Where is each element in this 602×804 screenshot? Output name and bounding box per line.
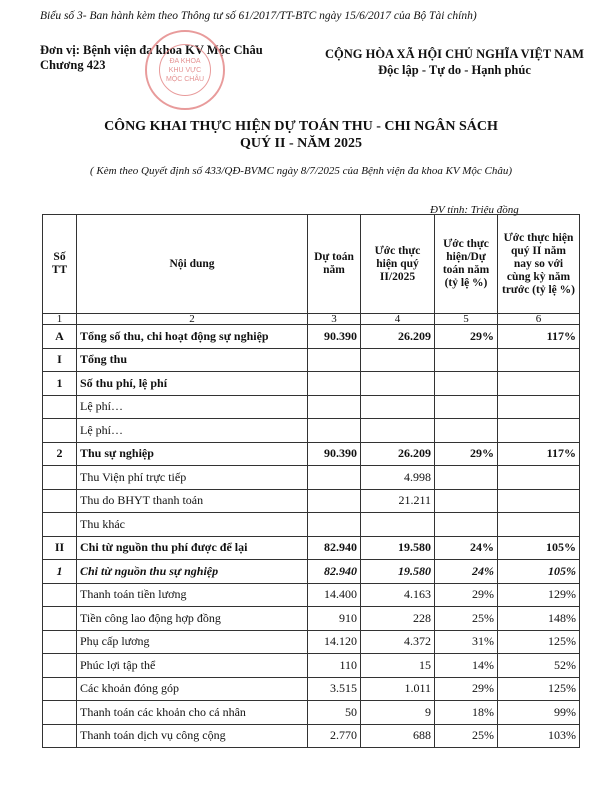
cell-actual: 15 xyxy=(361,654,435,678)
table-row xyxy=(43,395,580,419)
cell-ratio: 25% xyxy=(435,724,498,748)
cell-content: Phúc lợi tập thể xyxy=(77,654,308,678)
table-row xyxy=(43,654,580,678)
cell-yoy: 117% xyxy=(498,442,580,466)
cell-stt xyxy=(43,395,77,419)
cell-stt: 1 xyxy=(43,560,77,584)
cell-actual xyxy=(361,513,435,537)
cell-yoy xyxy=(498,489,580,513)
cell-ratio: 25% xyxy=(435,607,498,631)
cell-content: Chi từ nguồn thu phí được để lại xyxy=(77,536,308,560)
cell-actual: 26.209 xyxy=(361,325,435,349)
cell-content: Phụ cấp lương xyxy=(77,630,308,654)
cell-stt: II xyxy=(43,536,77,560)
cell-stt xyxy=(43,489,77,513)
cell-content: Lệ phí… xyxy=(77,395,308,419)
cell-yoy xyxy=(498,395,580,419)
cell-ratio: 29% xyxy=(435,442,498,466)
cell-content: Tiền công lao động hợp đồng xyxy=(77,607,308,631)
cell-plan: 50 xyxy=(308,701,361,725)
column-number: 3 xyxy=(308,314,361,325)
cell-yoy xyxy=(498,348,580,372)
cell-content: Tổng thu xyxy=(77,348,308,372)
cell-plan xyxy=(308,419,361,443)
cell-plan: 3.515 xyxy=(308,677,361,701)
cell-stt xyxy=(43,466,77,490)
table-row xyxy=(43,348,580,372)
cell-yoy: 117% xyxy=(498,325,580,349)
cell-ratio xyxy=(435,513,498,537)
cell-yoy xyxy=(498,513,580,537)
cell-content: Các khoản đóng góp xyxy=(77,677,308,701)
cell-actual xyxy=(361,372,435,396)
cell-plan xyxy=(308,489,361,513)
cell-stt xyxy=(43,513,77,537)
cell-content: Lệ phí… xyxy=(77,419,308,443)
cell-content: Thanh toán dịch vụ công cộng xyxy=(77,724,308,748)
cell-stt xyxy=(43,607,77,631)
cell-plan: 2.770 xyxy=(308,724,361,748)
cell-yoy: 105% xyxy=(498,560,580,584)
unit-of-measure: ĐV tính: Triệu đồng xyxy=(430,204,519,216)
cell-actual: 1.011 xyxy=(361,677,435,701)
cell-actual xyxy=(361,395,435,419)
cell-content: Thu Viện phí trực tiếp xyxy=(77,466,308,490)
table-row xyxy=(43,513,580,537)
cell-ratio: 18% xyxy=(435,701,498,725)
column-header: Ước thực hiện quý II năm nay so với cùng kỳ năm trước (tỷ lệ %) xyxy=(498,215,580,314)
cell-plan: 110 xyxy=(308,654,361,678)
cell-plan: 14.400 xyxy=(308,583,361,607)
title-line-2: QUÝ II - NĂM 2025 xyxy=(239,136,363,151)
cell-ratio: 29% xyxy=(435,325,498,349)
cell-actual: 19.580 xyxy=(361,536,435,560)
table-row xyxy=(43,489,580,513)
cell-actual: 688 xyxy=(361,724,435,748)
budget-table xyxy=(42,214,580,748)
cell-yoy xyxy=(498,466,580,490)
cell-content: Chi từ nguồn thu sự nghiệp xyxy=(77,560,308,584)
cell-content: Thanh toán các khoản cho cá nhân xyxy=(77,701,308,725)
table-row xyxy=(43,325,580,349)
document-title xyxy=(0,118,602,152)
cell-actual: 228 xyxy=(361,607,435,631)
cell-ratio xyxy=(435,348,498,372)
cell-ratio xyxy=(435,489,498,513)
table-row xyxy=(43,372,580,396)
column-header: Nội dung xyxy=(77,215,308,314)
cell-yoy: 52% xyxy=(498,654,580,678)
cell-stt: 2 xyxy=(43,442,77,466)
table-row xyxy=(43,583,580,607)
cell-ratio: 29% xyxy=(435,583,498,607)
cell-plan xyxy=(308,372,361,396)
cell-stt xyxy=(43,677,77,701)
official-stamp: ĐA KHOA KHU VỰC MỘC CHÂU xyxy=(145,30,225,110)
cell-plan xyxy=(308,348,361,372)
cell-content: Thu sự nghiệp xyxy=(77,442,308,466)
cell-plan xyxy=(308,395,361,419)
cell-actual: 9 xyxy=(361,701,435,725)
column-header: Dự toán năm xyxy=(308,215,361,314)
table-row xyxy=(43,442,580,466)
cell-plan: 82.940 xyxy=(308,560,361,584)
cell-ratio: 29% xyxy=(435,677,498,701)
cell-content: Thu do BHYT thanh toán xyxy=(77,489,308,513)
cell-plan: 90.390 xyxy=(308,325,361,349)
table-row xyxy=(43,560,580,584)
cell-content: Thanh toán tiền lương xyxy=(77,583,308,607)
cell-stt xyxy=(43,701,77,725)
table-row xyxy=(43,701,580,725)
table-row xyxy=(43,724,580,748)
cell-ratio xyxy=(435,419,498,443)
cell-content: Tổng số thu, chi hoạt động sự nghiệp xyxy=(77,325,308,349)
cell-stt xyxy=(43,724,77,748)
cell-ratio: 31% xyxy=(435,630,498,654)
column-header: Số TT xyxy=(43,215,77,314)
table-row xyxy=(43,419,580,443)
title-line-1: CÔNG KHAI THỰC HIỆN DỰ TOÁN THU - CHI NGÂN SÁCH xyxy=(104,119,498,134)
cell-stt: A xyxy=(43,325,77,349)
cell-ratio xyxy=(435,466,498,490)
column-number: 2 xyxy=(77,314,308,325)
cell-yoy: 129% xyxy=(498,583,580,607)
cell-plan: 14.120 xyxy=(308,630,361,654)
cell-yoy: 99% xyxy=(498,701,580,725)
form-reference-note: Biểu số 3- Ban hành kèm theo Thông tư số 61/2017/TT-BTC ngày 15/6/2017 của Bộ Tài chính) xyxy=(40,10,477,22)
cell-ratio xyxy=(435,395,498,419)
cell-ratio xyxy=(435,372,498,396)
cell-stt: I xyxy=(43,348,77,372)
attachment-note: ( Kèm theo Quyết định số 433/QĐ-BVMC ngày 8/7/2025 của Bệnh viện đa khoa KV Mộc Châu) xyxy=(90,165,512,177)
cell-actual: 4.998 xyxy=(361,466,435,490)
table-row xyxy=(43,677,580,701)
cell-yoy: 105% xyxy=(498,536,580,560)
cell-content: Số thu phí, lệ phí xyxy=(77,372,308,396)
national-motto xyxy=(322,46,587,78)
column-number: 1 xyxy=(43,314,77,325)
cell-ratio: 24% xyxy=(435,560,498,584)
cell-actual: 4.372 xyxy=(361,630,435,654)
cell-yoy: 125% xyxy=(498,677,580,701)
cell-actual: 21.211 xyxy=(361,489,435,513)
cell-stt xyxy=(43,419,77,443)
cell-yoy: 148% xyxy=(498,607,580,631)
column-header: Ước thực hiện/Dự toán năm (tỷ lệ %) xyxy=(435,215,498,314)
cell-plan xyxy=(308,513,361,537)
cell-plan: 910 xyxy=(308,607,361,631)
chapter: Chương 423 xyxy=(40,58,106,72)
cell-stt xyxy=(43,630,77,654)
cell-stt xyxy=(43,654,77,678)
cell-actual: 26.209 xyxy=(361,442,435,466)
motto: Độc lập - Tự do - Hạnh phúc xyxy=(378,63,531,77)
table-row xyxy=(43,630,580,654)
cell-plan: 90.390 xyxy=(308,442,361,466)
cell-content: Thu khác xyxy=(77,513,308,537)
column-number: 6 xyxy=(498,314,580,325)
cell-yoy: 125% xyxy=(498,630,580,654)
cell-actual xyxy=(361,419,435,443)
unit-name: Đơn vị: Bệnh viện đa khoa KV Mộc Châu xyxy=(40,43,263,57)
cell-actual: 19.580 xyxy=(361,560,435,584)
cell-yoy xyxy=(498,372,580,396)
cell-actual: 4.163 xyxy=(361,583,435,607)
cell-yoy: 103% xyxy=(498,724,580,748)
column-number: 4 xyxy=(361,314,435,325)
cell-stt xyxy=(43,583,77,607)
table-row xyxy=(43,466,580,490)
cell-plan: 82.940 xyxy=(308,536,361,560)
cell-stt: 1 xyxy=(43,372,77,396)
column-number: 5 xyxy=(435,314,498,325)
nation-name: CỘNG HÒA XÃ HỘI CHỦ NGHĨA VIỆT NAM xyxy=(325,47,584,61)
column-header: Ước thực hiện quý II/2025 xyxy=(361,215,435,314)
cell-yoy xyxy=(498,419,580,443)
table-row xyxy=(43,607,580,631)
cell-ratio: 14% xyxy=(435,654,498,678)
cell-plan xyxy=(308,466,361,490)
cell-ratio: 24% xyxy=(435,536,498,560)
table-row xyxy=(43,536,580,560)
cell-actual xyxy=(361,348,435,372)
